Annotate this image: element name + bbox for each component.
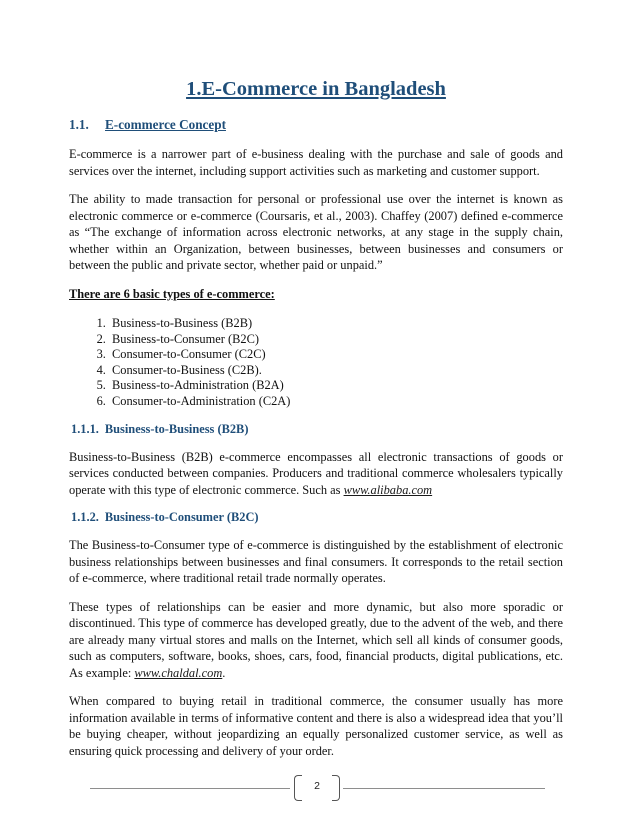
paragraph-b2c-compare: When compared to buying retail in traditional commerce, the consumer usually has more information available in terms of informative content and there is also a widespread idea that you’ll be buying cheaper, without jeopardizing an equally personalized customer service, as well as ensuring quick processing and delivery of your order. (69, 694, 563, 758)
alibaba-link[interactable]: www.alibaba.com (343, 482, 433, 497)
footer-rule-right (343, 788, 545, 789)
list-item: 4. Consumer-to-Business (C2B). (109, 363, 563, 379)
subsection-title: Business-to-Business (B2B) (104, 421, 249, 436)
paragraph-definition: E-commerce is a narrower part of e-business dealing with the purchase and sale of goods and services over the internet, including support activities such as marketing and customer support. (69, 147, 563, 178)
subsection-number: 1.1.2. (71, 510, 99, 525)
footer-rule-left (90, 788, 290, 789)
paragraph-b2c-intro: The Business-to-Consumer type of e-commerce is distinguished by the establishment of electronic business relationships between businesses and final consumers. It corresponds to the retail section of e-commerce, where traditional retail trade normally operates. (69, 538, 563, 586)
section-title: E-commerce Concept (105, 117, 226, 132)
page-footer (90, 775, 545, 803)
subsection-heading-b2c (71, 510, 563, 525)
subsection-heading-b2b (71, 422, 563, 437)
list-item: 5. Business-to-Administration (B2A) (109, 378, 563, 394)
types-heading: There are 6 basic types of e-commerce: (69, 286, 275, 301)
b2b-text: Business-to-Business (B2B) e-commerce encompasses all electronic transactions of goods or services conducted between companies. Producers and traditional commerce wholesalers typically operate with this type of electronic commerce. Such as (69, 449, 563, 497)
list-item: 1. Business-to-Business (B2B) (109, 316, 563, 332)
left-bracket-icon (294, 775, 302, 801)
list-item: 3. Consumer-to-Consumer (C2C) (109, 347, 563, 363)
right-bracket-icon (332, 775, 340, 801)
section-number: 1.1. (69, 117, 89, 132)
subsection-title: Business-to-Consumer (B2C) (104, 510, 259, 525)
page-number: 2 (314, 780, 320, 792)
paragraph-b2c-relationships (69, 599, 563, 682)
b2c-text-end: . (222, 665, 226, 680)
subsection-number: 1.1.1. (71, 421, 99, 436)
paragraph-chaffey: The ability to made transaction for personal or professional use over the internet is known as electronic commerce or e-commerce (Coursaris, et al., 2003). Chaffey (2007) defined e-commerce as “The exchange of information across electronic networks, at any stage in the supply chain, whether within an Organization, between businesses, between businesses and consumers or between the public and private sector, whether paid or unpaid.” (69, 192, 563, 272)
types-list (69, 316, 563, 410)
b2c-text: These types of relationships can be easier and more dynamic, but also more sporadic or discontinued. This type of commerce has developed greatly, due to the advent of the web, and there are already many virtual stores and malls on the Internet, which sell all kinds of consumer goods, such as computers, software, books, shoes, cars, food, financial products, digital publications, etc. As example: (69, 599, 563, 680)
list-item: 6. Consumer-to-Administration (C2A) (109, 394, 563, 410)
list-item: 2. Business-to-Consumer (B2C) (109, 332, 563, 348)
chaldal-link[interactable]: www.chaldal.com (134, 665, 223, 680)
paragraph-b2b (69, 449, 563, 499)
page-content (69, 78, 563, 771)
section-heading (69, 117, 563, 133)
chapter-title: 1.E-Commerce in Bangladesh (186, 78, 446, 100)
